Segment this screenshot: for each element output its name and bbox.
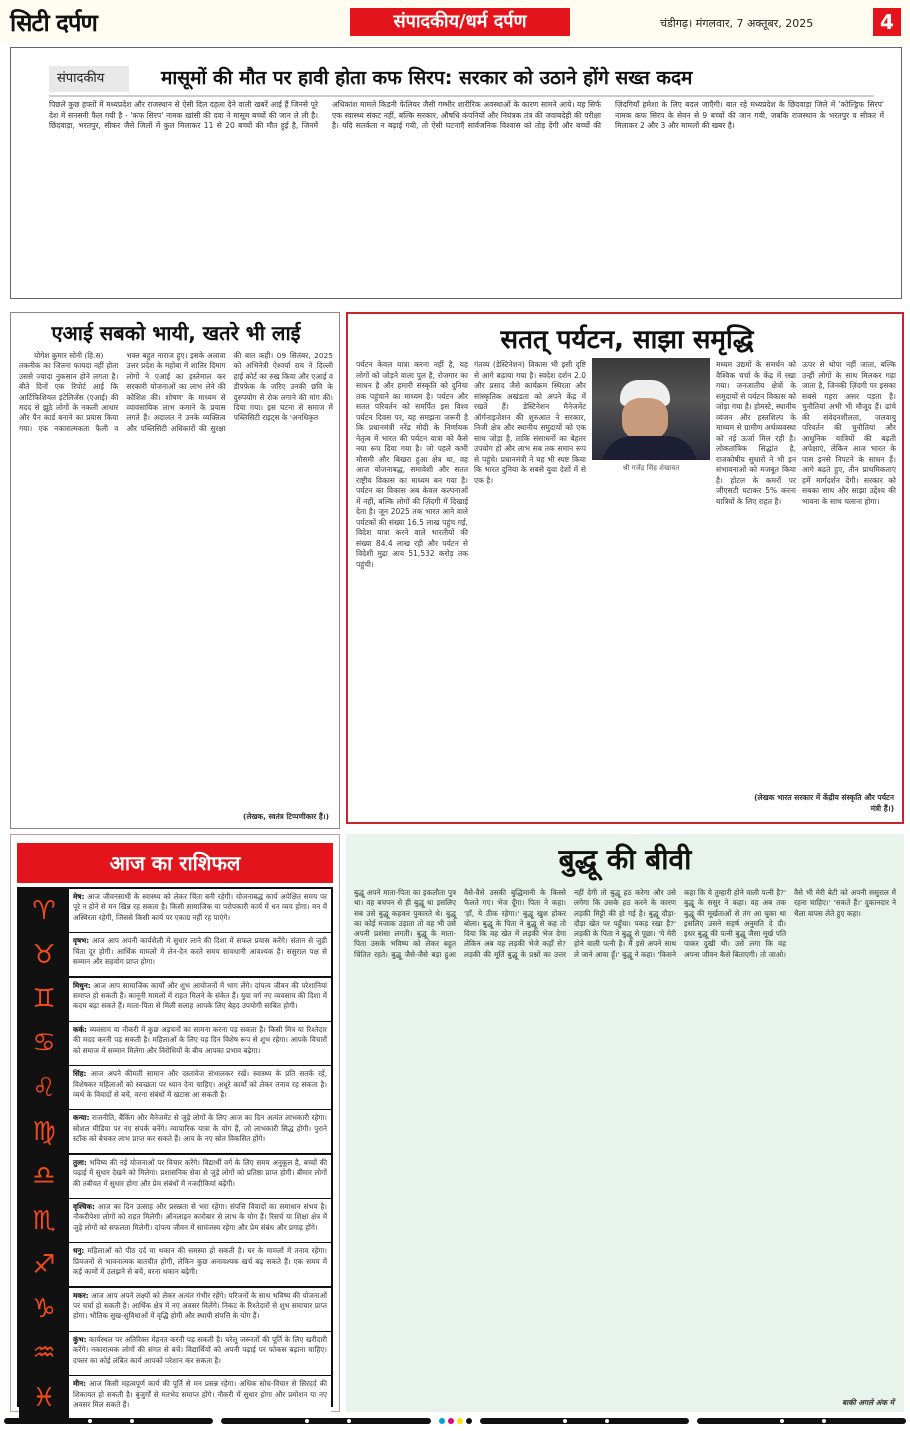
capricorn-goat-icon: ♑ [19,1288,69,1331]
taurus-bull-icon: ♉ [19,933,69,976]
scorpio-scorpion-icon: ♏ [19,1199,69,1242]
editorial-tag: संपादकीय [49,66,129,92]
rashifal-box [10,834,340,1412]
masthead [0,0,910,44]
sign-prediction: आज आप सामाजिक कार्यों और शुभ आयोजनों में भाग लेंगे। दांपत्य जीवन की परेशानियां समाप्त हो सकती हैं। कानूनी मामलों में राहत मिलने के संकेत हैं। युवा वर्ग नए व्यवसाय की दिशा में कदम बढ़ा सकते हैं। माता-पिता से मिली सलाह आपके लिए बेहद उपयोगी साबित होगी। [73,980,327,1011]
rashifal-row [19,889,331,932]
cmyk-marks [439,1418,472,1424]
rashifal-text [69,1155,331,1198]
sign-prediction: आज आप अपने लक्ष्यों को लेकर अत्यंत गंभीर रहेंगे। परिजनों के साथ भविष्य की योजनाओं पर चर्चा हो सकती है। आर्थिक क्षेत्र में नए अवसर मिलेंगे। निकट के रिश्तेदारों से शुभ समाचार प्राप्त होगा। भौतिक सुख-सुविधाओं में वृद्धि होगी और स्थायी संपत्ति के योग हैं। [73,1290,327,1321]
rashifal-row [19,1376,331,1419]
rashifal-row [19,1288,331,1331]
sign-prediction: आज का दिन उत्साह और प्रसन्नता से भरा रहेगा। संपत्ति विवादों का समाधान संभव है। नौकरीपेशा लोगों को राहत मिलेगी। ऑनलाइन कारोबार से लाभ के योग हैं। रिसर्च या शिक्षा क्षेत्र में जुड़े लोगों को सफलता मिलेगी। दांपत्य जीवन में सामंजस्य रहेगा और प्रेम संबंध और प्रगाढ़ होंगे। [73,1202,327,1232]
photo-coat-shape [602,436,697,460]
photo-face-shape [622,398,668,440]
photo-caption: श्री गजेंद्र सिंह शेखावत [622,464,680,472]
reg-segment [697,1418,906,1424]
sign-prediction: व्यवसाय या नौकरी में कुछ अड़चनों का सामना करना पड़ सकता है। किसी मित्र या रिश्तेदार की मदद करनी पड़ सकती है। महिलाओं के लिए यह दिन विशेष रूप से शुभ रहेगा। आपके विचारों को समाज में सम्मान मिलेगा और विरोधियों के बीच आपका प्रभाव बढ़ेगा। [73,1024,327,1055]
reg-segment [4,1418,213,1424]
aries-ram-icon: ♈ [19,889,69,932]
sign-name: धनु: [73,1246,85,1256]
newspaper-logo: सिटी दर्पण [10,8,97,37]
ai-article-body [19,351,333,821]
rashifal-row [19,1243,331,1286]
rashifal-text [69,978,331,1021]
sign-prediction: भविष्य की नई योजनाओं पर विचार करेंगे। विद्यार्थी वर्ग के लिए समय अनुकूल है, बच्चों की पढ़ाई में सुधार देखने को मिलेगा। प्रशासनिक सेवा से जुड़े लोगों को प्रतिष्ठा प्राप्त होगी। बीमार लोगों की तबीयत में सुधार होगा और प्रेम संबंधों में नजदीकियां बढ़ेंगी। [73,1157,327,1188]
sign-name: मेष: [73,892,85,901]
rashifal-text [69,1243,331,1286]
gemini-twins-icon: ♊ [19,978,69,1021]
sign-name: वृषभ: [73,936,90,946]
virgo-maiden-icon: ♍ [19,1110,69,1153]
sign-prediction: कार्यस्थल पर अतिरिक्त मेहनत करनी पड़ सकती है। घरेलू जरूरतों की पूर्ति के लिए खरीदारी करेंगे। नकारात्मक लोगों की संगत से बचें। विद्यार्थियों को अपनी पढ़ाई पर फोकस बढ़ाना चाहिए। दफ्तर का कोई लंबित कार्य आपको परेशान कर सकता है। [73,1334,327,1365]
sign-name: सिंह: [73,1069,87,1079]
aquarius-water-bearer-icon: ♒ [19,1332,69,1375]
sign-prediction: आज अपने कीमती सामान और दस्तावेज संभालकर रखें। स्वास्थ्य के प्रति सतर्क रहें, विशेषकर महिलाओं को स्वच्छता पर ध्यान देना चाहिए। अधूरे कार्यों को लेकर तनाव रह सकता है। व्यर्थ के विवादों से बचें, वरना संबंधों में खटास आ सकती है। [73,1069,328,1099]
rashifal-row [19,1066,331,1109]
editorial-headline: मासूमों की मौत पर हावी होता कफ सिरप: सरकार को उठाने होंगे सख्त कदम [161,67,693,89]
rashifal-text [69,1376,331,1419]
cancer-crab-icon: ♋ [19,1022,69,1065]
sign-prediction: आज किसी महत्वपूर्ण कार्य की पूर्ति से मन प्रसन्न रहेगा। अधिक सोच-विचार से सिरदर्द की शिकायत हो सकती है। बुजुर्गों से मतभेद समाप्त होंगे। नौकरी में सुधार होगा और प्रमोशन या नए अवसर मिल सकते हैं। [73,1379,327,1410]
sign-name: कन्या: [73,1113,90,1123]
sign-name: मिथुन: [73,980,91,990]
page-number: 4 [873,8,901,36]
pisces-fish-icon: ♓ [19,1376,69,1419]
rashifal-text [69,889,331,932]
rashifal-row [19,1110,331,1153]
tourism-col-3: मध्यम उद्यमों के समर्थन को वैश्विक चर्चा के केंद्र में रखा गया। जनजातीय क्षेत्रों के समुदायों से पर्यटन विकास को जोड़ा गया है। होमस्टे, स्थानीय व्यंजन और हस्तशिल्प के माध्यम से ग्रामीण अर्थव्यवस्था को नई ऊर्जा मिल रही है। लोकतांत्रिक सिद्धांत है, राजकोषीय सुधारों ने भी इन संभावनाओं को मजबूत किया है। होटल के कमरों पर जीएसटी घटाकर 5% करना यात्रियों के लिए राहत है। [716,360,796,506]
leo-lion-icon: ♌ [19,1066,69,1109]
ai-article-credit: (लेखक, स्वतंत्र टिप्पणीकार हैं।) [239,812,329,822]
sign-prediction: राजनीति, बैंकिंग और मैनेजमेंट से जुड़े लोगों के लिए आज का दिन अत्यंत लाभकारी रहेगा। सोशल मीडिया पर नए संपर्क बनेंगे। व्यापारिक यात्रा के योग हैं, जो लाभकारी सिद्ध होगी। पुराने स्टॉक को बेचकर लाभ प्राप्त कर सकते हैं। आय के नए स्रोत विकसित होंगे। [73,1113,327,1144]
sign-name: कर्क: [73,1024,87,1034]
rashifal-row [19,933,331,976]
sagittarius-archer-icon: ♐ [19,1243,69,1286]
registration-bar [0,1416,910,1425]
story-title: बुद्धू की बीवी [558,843,692,876]
rashifal-row [19,1199,331,1242]
rashifal-text [69,1110,331,1153]
rashifal-text [69,1332,331,1375]
sign-name: मकर: [73,1290,89,1300]
editorial-body: पिछले कुछ हफ्तों में मध्यप्रदेश और राजस्थान से ऐसी दिल दहला देने वाली खबरें आई हैं जिनसे पूरे देश में सनसनी फैल गयी है - 'कफ सिरप' नामक खांसी की दवा ने मासूम बच्चों की जान ले ली है। छिंदवाड़ा, भरतपुर, सीकर जैसे जिलों में कुल मिलाकर 11 से 20 बच्चों की मौत हुई है, जिनमें अधिकांश मामले किडनी फेलियर जैसी गम्भीर शारीरिक अवस्थाओं के कारण सामने आये। यह सिर्फ एक स्वास्थ्य संकट नहीं, बल्कि सरकार, औषधि कंपनियों और नियंत्रक तंत्र की जवाबदेही की परीक्षा है। यदि सतर्कता न बढ़ाई गयी, तो ऐसी घटनाएँ सार्वजनिक विश्वास को तोड़ देंगी और बच्चों की ज़िंदगियाँ हमेशा के लिए बदल जाएँगी। बात रहे मध्यप्रदेश के छिंदवाड़ा जिले में 'कोल्ड्रिफ सिरप' नामक कफ सिरप के सेवन से 9 बच्चों की जान गयी, जबकि राजस्थान के भरतपुर व सीकर में मिलाकर 2 और 3 और मामलों की खबर है। [49,100,884,131]
sign-name: तुला: [73,1157,87,1167]
rashifal-row [19,1022,331,1065]
story-article [346,834,904,1412]
sign-name: वृश्चिक: [73,1202,95,1212]
rashifal-row [19,1332,331,1375]
tourism-article [346,312,904,824]
ai-article-byline: योगेश कुमार सोनी (हि.स) [33,351,104,360]
sign-prediction: महिलाओं को पीठ दर्द या थकान की समस्या हो सकती है। घर के मामलों में तनाव रहेगा। प्रियजनों से भावनात्मक बातचीत होगी, लेकिन कुछ अनावश्यक खर्च बढ़ सकते हैं। एक समय में कई कामों में उलझने से बचें, वरना थकान बढ़ेगी। [73,1246,327,1277]
rashifal-list [17,887,333,1413]
ai-article-title: एआई सबको भायी, खतरे भी लाई [51,321,301,345]
dateline: चंडीगढ़। मंगलवार, 7 अक्तूबर, 2025 [660,17,814,30]
rashifal-text [69,933,331,976]
libra-scales-icon: ♎ [19,1155,69,1198]
sign-name: मीन: [73,1379,87,1389]
sign-prediction: आज आप अपनी कार्यशैली में सुधार लाने की दिशा में सफल प्रयास करेंगे। संतान से जुड़ी चिंता दूर होगी। आर्थिक मामलों में लेन-देन करते समय सावधानी आवश्यक है। ससुराल पक्ष से सम्मान और सहयोग प्राप्त होगा। [73,936,327,967]
tourism-col-1: पर्यटन केवल यात्रा करना नहीं है, यह लोगों को जोड़ने वाला पुल है, रोजगार का साधन है और हमारी संस्कृति को दुनिया तक पहुंचाने का माध्यम है। पर्यटन और सतत परिवर्तन को समर्पित इस विश्व पर्यटन दिवस पर, यह समझना जरूरी है कि प्रधानमंत्री नरेंद्र मोदी के निर्णायक नेतृत्व में भारत की पर्यटन यात्रा को कैसे नया रूप दिया गया है। जो पहले कभी मौसमी और बिखरा हुआ क्षेत्र था, वह आज योजनाबद्ध, समावेशी और सतत राष्ट्रीय विकास का माध्यम बन गया है। पर्यटन का विकास अब केवल कल्पनाओं में नहीं, बल्कि लोगों की ज़िंदगी में दिखाई देता है। जून 2025 तक भारत आने वाले पर्यटकों की संख्या 16.5 लाख पहुंच गई, विदेश यात्रा करने वाले भारतीयों की संख्या 84.4 लाख रही और पर्यटन से विदेशी मुद्रा आय 51,532 करोड़ तक पहुंची। [356,360,468,569]
editorial-article [10,47,902,299]
tourism-col-2: गंतव्य (डेस्टिनेशन) विकास भी इसी दृष्टि से आगे बढ़ाया गया है। स्वदेश दर्शन 2.0 और प्रसाद जैसे कार्यक्रम स्थिरता और सांस्कृतिक अखंडता को अपने केंद्र में रखते हैं। डेस्टिनेशन मैनेजमेंट ऑर्गनाइजेशन की शुरुआत ने सरकार, निजी क्षेत्र और स्थानीय समुदायों को एक साथ जोड़ा है, ताकि संसाधनों का बेहतर उपयोग हो और लाभ सब तक समान रूप से पहुंचे। प्रधानमंत्री ने यह भी स्पष्ट किया कि भारत दुनिया के सबसे युवा देशों में से एक है। [474,360,586,485]
tourism-article-title: सतत् पर्यटन, साझा समृद्धि [500,325,754,355]
rashifal-text [69,1199,331,1242]
tourism-author-credit: (लेखक भारत सरकार में केंद्रीय संस्कृति और पर्यटन मंत्री हैं।) [754,793,894,813]
sign-name: कुंभ: [73,1334,87,1344]
rashifal-row [19,1155,331,1198]
author-photo [592,358,710,460]
story-body: बुद्धू अपने माता-पिता का इकलौता पुत्र था। वह बचपन से ही बुद्धू था इसलिए सब उसे बुद्धू कहकर पुकारते थे। बुद्धू का कोई मजाक उड़ाता तो वह भी उसे अपनी प्रशंसा लगती। बुद्धू के माता-पिता उसके भविष्य को लेकर बहुत चिंतित रहते। बुद्धू जैसे-जैसे बड़ा हुआ वैसे-वैसे उसकी बुद्धिमानी के किस्से फैलते गए। भेज दूँगा। पिता ने कहा। 'हाँ, ये ठीक रहेगा।' बुद्धू खुश होकर बोला। बुद्धू के पिता ने बुद्धू से कह तो दिया कि वह खेत में लड़की भेज देगा लेकिन अब वह लड़की भेजे कहाँ से? लड़की की मूर्ति बुद्धू के प्रश्नों का उत्तर नहीं देगी तो बुद्धू हठ करेगा और उसे लगेगा कि उसके हठ करने के कारण लड़की मिट्टी की हो गई है। बुद्धू दौड़ा-दौड़ा खेत पर पहुँचा। पकड़ रखा है?' लड़की के पिता ने बुद्धू से पूछा। 'ये मेरी होने वाली पत्नी है। मैं इसे अपने साथ ले जाने आया हूँ।' बुद्धू ने कहा। 'किसने कहा कि ये तुम्हारी होने वाली पत्नी है?' बुद्धू के ससुर ने कहा। वह अब तक बुद्धू की मूर्खताओं से तंग आ चुका था इसलिए उसने सहर्ष अनुमति दे दी। इधर बुद्धू की पत्नी बुद्धू जैसा मूर्ख पति पाकर दुखी थी। उसे लगा कि वह अपना जीवन कैसे बिताएगी। तो जाओ। वैसे भी मेरी बेटी को अपनी ससुराल में रहना चाहिए।' 'सकते हैं।' दुकानदार ने थैला वापस लेते हुए कहा। [354,888,896,959]
ai-article-text: तकनीक का जितना फायदा नहीं होता उससे ज्यादा नुकसान होने लगता है। बीते दिनों एक रिपोर्ट आई कि आर्टिफिशियल इंटेलिजेंस (एआई) की मदद से झूठे लोगों के नकली आधार और पैन कार्ड बनाने का प्रयास किया गया। एक नकारात्मकता फैली व भक्त बहुत नाराज हुए। इसके अलावा उत्तर प्रदेश के महोबा में शातिर दिमाग लोगों ने एआई का इस्तेमाल कर सरकारी योजनाओं का लाभ लेने की कोशिश की। शोषण' के माध्यम से व्यावसायिक लाभ कमाने के प्रयास लगते हैं। अदालत ने उनके व्यक्तित्व और पब्लिसिटी अधिकारों की सुरक्षा की बात कही। 09 सितंबर, 2025 को अभिनेत्री ऐश्वर्या राय ने दिल्ली हाई कोर्ट का रुख किया और एआई व डीपफेक के जरिए उनकी छवि के दुरुपयोग से रोक लगाने की मांग की। दिया गया। इस घटना से समाज में पब्लिसिटी राइट्स के 'अनधिकृत [19,351,333,433]
section-banner: संपादकीय/धर्म दर्पण [350,8,570,36]
rashifal-text [69,1066,331,1109]
sign-prediction: आज जीवनसाथी के स्वास्थ्य को लेकर चिंता बनी रहेगी। योजनाबद्ध कार्य अपेक्षित समय पर पूरे न होने से मन खिन्न रह सकता है। किसी सामाजिक या परोपकारी कार्य में धन व्यय होगा। मन में अस्थिरता रहेगी, जिससे किसी कार्य पर एकाग्र नहीं रह पाएंगे। [73,892,327,922]
rashifal-text [69,1022,331,1065]
reg-segment [221,1418,430,1424]
tourism-col-4: ऊपर से थोपा नहीं जाता, बल्कि उन्हीं लोगों के साथ मिलकर गढ़ा जाता है, जिनकी ज़िंदगी पर इसका सबसे गहरा असर पड़ता है। चुनौतियां अभी भी मौजूद हैं। ढांचे की संवेदनशीलता, जलवायु परिवर्तन की चुनौतियां और आधुनिक यात्रियों की बढ़ती अपेक्षाएं, लेकिन आज भारत के पास इनसे निपटने के साधन हैं। आगे बढ़ते हुए, तीन प्राथमिकताएं हमें मार्गदर्शन देंगी। सरकार को सबका साथ और साझा उद्देश्य की भावना के साथ चलाना होगा। [802,360,896,506]
rashifal-text [69,1288,331,1331]
rashifal-title: आज का राशिफल [17,843,333,883]
reg-segment [480,1418,689,1424]
headline-rule [49,95,874,97]
rashifal-row [19,978,331,1021]
ai-article [10,312,340,829]
continued-note: बाकी अगले अंक में [838,1398,894,1408]
